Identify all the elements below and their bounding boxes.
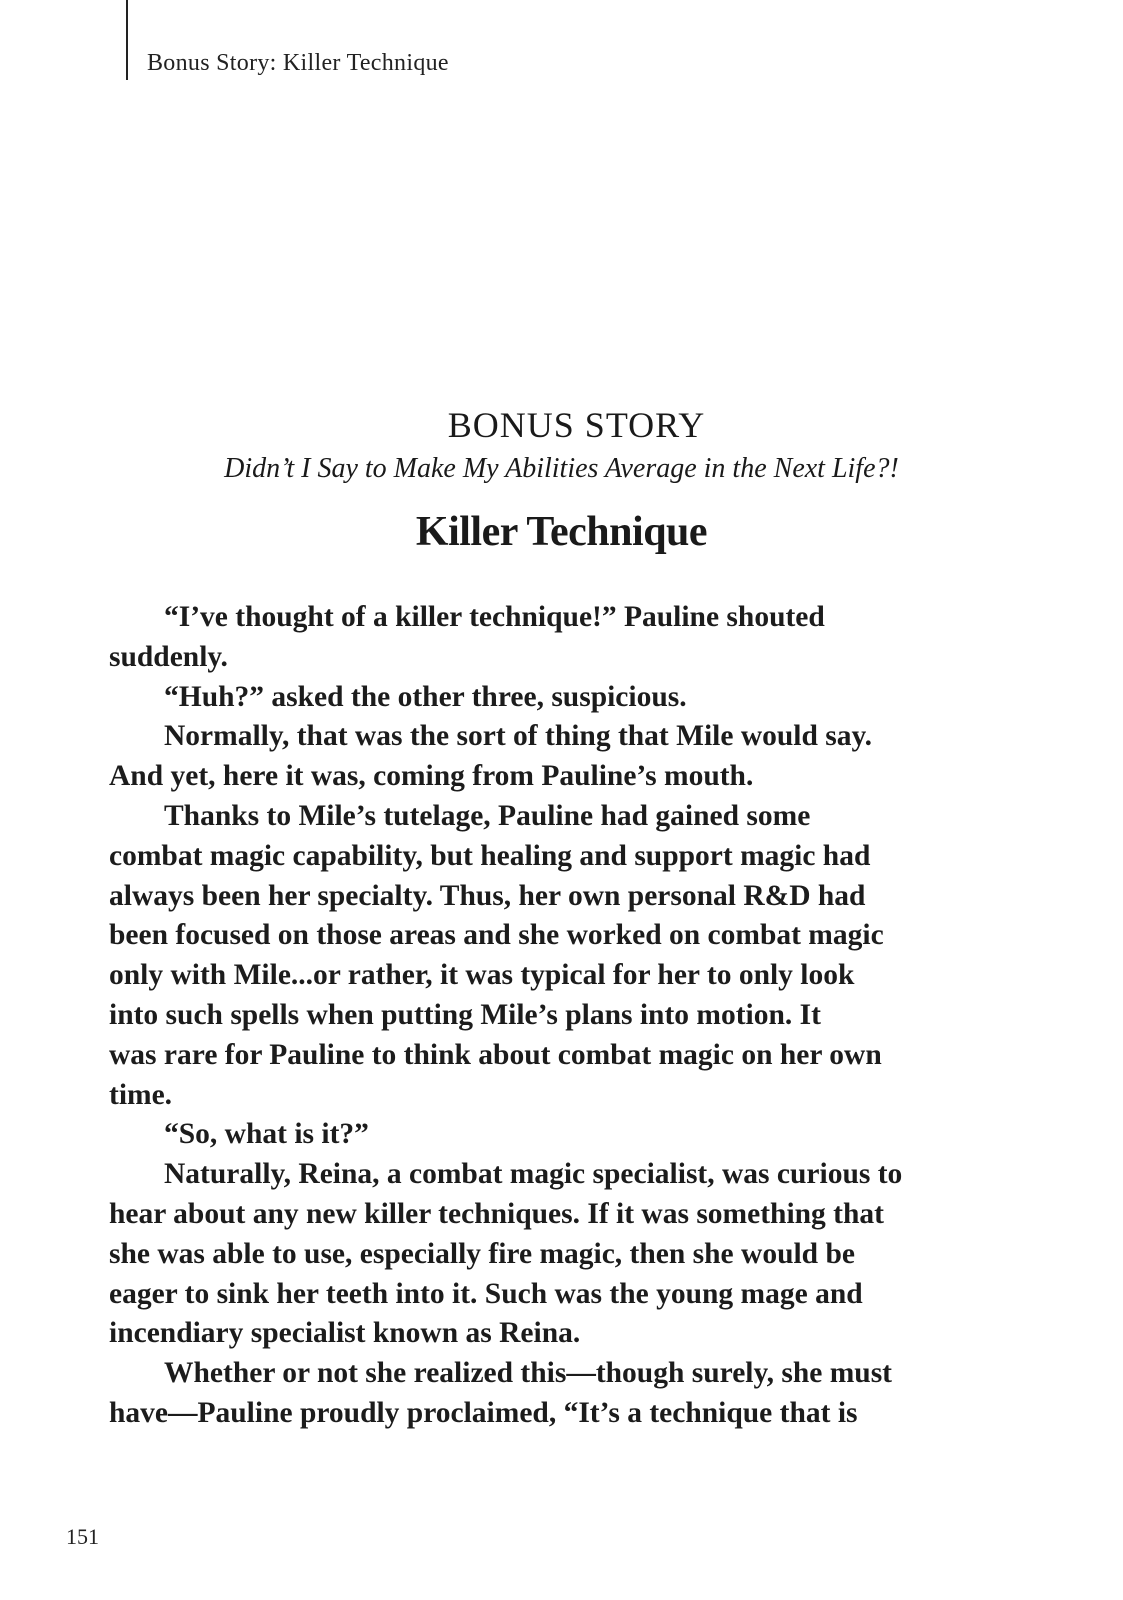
title-block <box>0 405 1123 557</box>
text-line: been focused on those areas and she worked on combat magic <box>109 919 884 952</box>
text-line: only with Mile...or rather, it was typical for her to only look <box>109 959 855 992</box>
page-number: 151 <box>66 1524 99 1549</box>
text-line: suddenly. <box>109 640 228 673</box>
text-line: combat magic capability, but healing and support magic had <box>109 839 871 872</box>
text-line: “So, what is it?” <box>164 1118 369 1151</box>
running-head: Bonus Story: Killer Technique <box>147 50 449 76</box>
text-line: Naturally, Reina, a combat magic specialist, was curious to <box>164 1158 903 1191</box>
series-title: Didn’t I Say to Make My Abilities Average in the Next Life?! <box>224 453 899 484</box>
text-line: always been her specialty. Thus, her own personal R&D had <box>109 879 866 912</box>
text-line: And yet, here it was, coming from Pauline’s mouth. <box>109 760 754 793</box>
text-line: “Huh?” asked the other three, suspicious. <box>164 680 687 713</box>
text-line: she was able to use, especially fire magic, then she would be <box>109 1237 855 1270</box>
text-line: was rare for Pauline to think about combat magic on her own <box>109 1038 882 1071</box>
text-line: “I’ve thought of a killer technique!” Pauline shouted <box>164 601 825 633</box>
text-line: eager to sink her teeth into it. Such was the young mage and <box>109 1277 863 1310</box>
text-line: Whether or not she realized this—though surely, she must <box>164 1357 892 1390</box>
chapter-title: Killer Technique <box>415 509 708 555</box>
text-line: into such spells when putting Mile’s plans into motion. It <box>109 998 821 1031</box>
text-line: Normally, that was the sort of thing that Mile would say. <box>164 720 872 753</box>
bonus-story-label: BONUS STORY <box>447 405 706 445</box>
story-body <box>109 598 1009 1434</box>
text-line: have—Pauline proudly proclaimed, “It’s a technique that is <box>109 1396 858 1429</box>
header-rule <box>126 0 128 80</box>
text-line: Thanks to Mile’s tutelage, Pauline had gained some <box>164 799 811 832</box>
text-line: incendiary specialist known as Reina. <box>109 1317 581 1350</box>
text-line: hear about any new killer techniques. If it was something that <box>109 1197 884 1230</box>
text-line: time. <box>109 1078 173 1111</box>
